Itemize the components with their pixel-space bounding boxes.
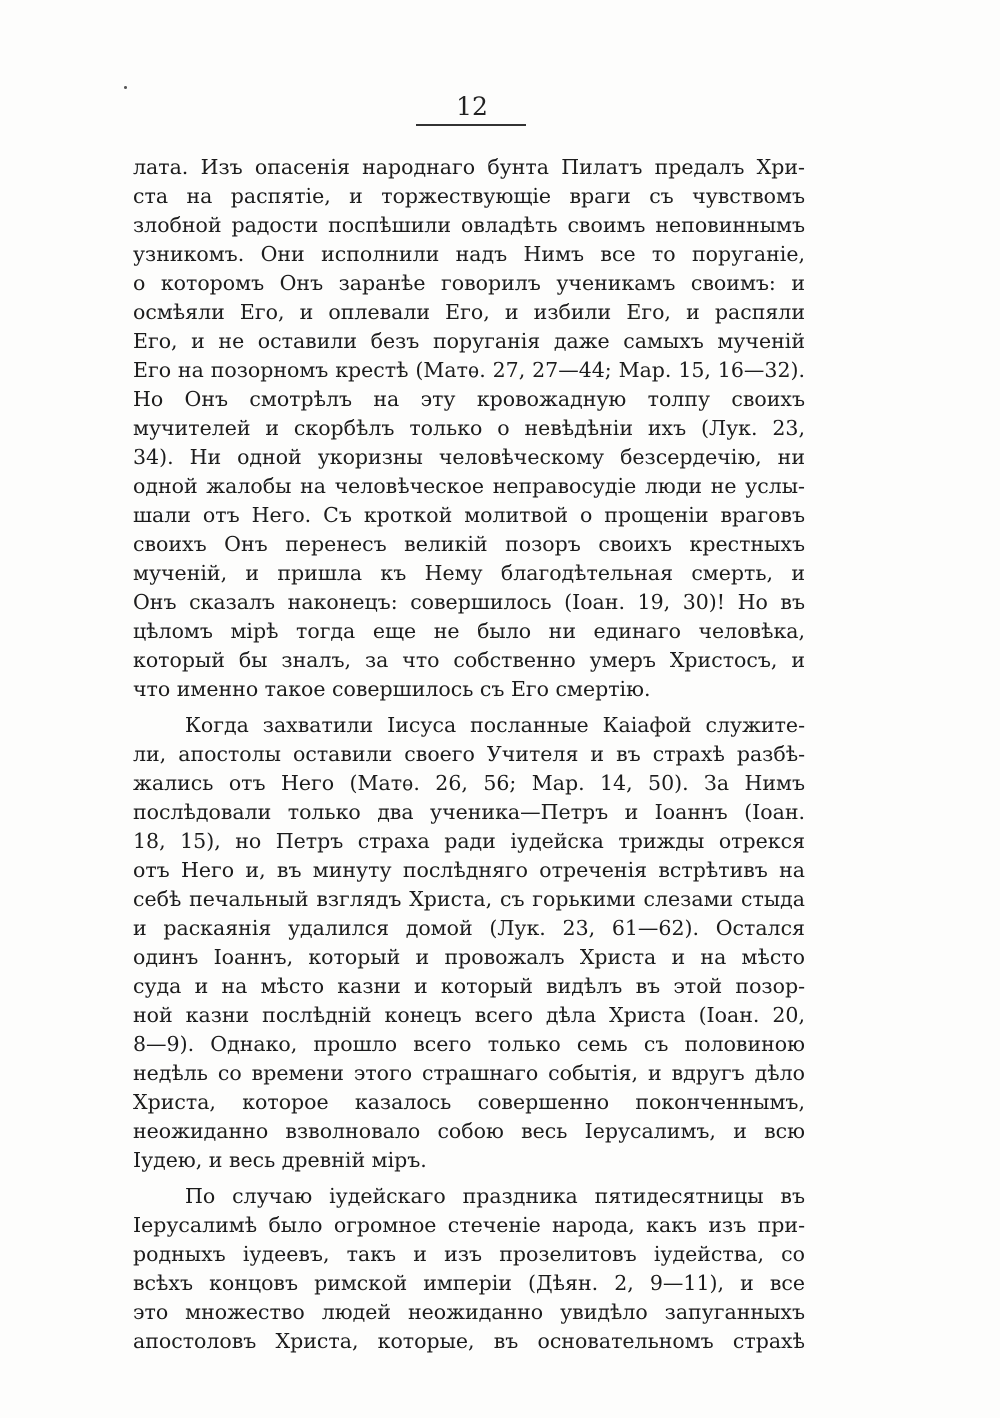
text-line: Когда захватили Іисуса посланные Каіафой служите- [185,713,805,737]
text-line: осмѣяли Его, и оплевали Его, и избили Его, и распяли [133,300,805,324]
text-line: одной жалобы на человѣческое неправосудіе люди не услы- [133,474,805,498]
text-line: ли, апостолы оставили своего Учителя и въ страхѣ разбѣ- [133,742,805,766]
text-line: узникомъ. Они исполнили надъ Нимъ все то поруганіе, [133,242,805,266]
paragraph [133,153,805,704]
text-line: недѣль со времени этого страшнаго событія, и вдругъ дѣло [133,1061,805,1085]
text-line: послѣдовали только два ученика—Петръ и Іоаннъ (Іоан. [133,800,805,824]
text-line: ной казни послѣдній конецъ всего дѣла Христа (Іоан. 20, [133,1003,805,1027]
text-line: мученій, и пришла къ Нему благодѣтельная смерть, и [133,561,805,585]
text-line: Его на позорномъ крестѣ (Матѳ. 27, 27—44; Мар. 15, 16—32). [133,358,805,382]
text-line: лата. Изъ опасенія народнаго бунта Пилатъ предалъ Хри- [133,155,805,179]
text-line: о которомъ Онъ заранѣе говорилъ ученикамъ своимъ: и [133,271,805,295]
text-line: отъ Него и, въ минуту послѣдняго отреченія встрѣтивъ на [133,858,805,882]
text-line: и раскаянія удалился домой (Лук. 23, 61—62). Остался [133,916,805,940]
paragraph-gap [133,1175,805,1182]
text-line: Онъ сказалъ наконецъ: совершилось (Іоан. 19, 30)! Но въ [133,590,805,614]
text-line: Іудею, и весь древній міръ. [133,1148,427,1172]
text-line: шали отъ Него. Съ кроткой молитвой о прощеніи враговъ [133,503,805,527]
text-line: мучителей и скорбѣлъ только о невѣдѣніи ихъ (Лук. 23, [133,416,805,440]
text-line: Христа, которое казалось совершенно поконченнымъ, [133,1090,805,1114]
text-line: одинъ Іоаннъ, который и провожалъ Христа и на мѣсто [133,945,805,969]
body-text [133,153,805,1356]
text-line: неожиданно взволновало собою весь Іерусалимъ, и всю [133,1119,805,1143]
paragraph [133,1182,805,1356]
text-line: злобной радости поспѣшили овладѣть своимъ неповиннымъ [133,213,805,237]
paragraph-gap [133,704,805,711]
text-line: суда и на мѣсто казни и который видѣлъ въ этой позор- [133,974,805,998]
text-line: По случаю іудейскаго праздника пятидесятницы въ [185,1184,805,1208]
text-line: родныхъ іудеевъ, такъ и изъ прозелитовъ іудейства, со [133,1242,805,1266]
text-line: который бы зналъ, за что собственно умеръ Христосъ, и [133,648,805,672]
text-line: это множество людей неожиданно увидѣло запуганныхъ [133,1300,805,1324]
page-number: 12 [456,92,488,121]
text-line: себѣ печальный взглядъ Христа, съ горькими слезами стыда [133,887,805,911]
text-line: Его, и не оставили безъ поруганія даже самыхъ мученій [133,329,805,353]
text-line: Іерусалимѣ было огромное стеченіе народа, какъ изъ при- [133,1213,805,1237]
text-line: жались отъ Него (Матѳ. 26, 56; Мар. 14, 50). За Нимъ [133,771,805,795]
text-line: апостоловъ Христа, которые, въ основательномъ страхѣ [133,1329,805,1353]
text-line: Но Онъ смотрѣлъ на эту кровожадную толпу своихъ [133,387,805,411]
text-line: своихъ Онъ перенесъ великій позоръ своихъ крестныхъ [133,532,805,556]
text-line: всѣхъ концовъ римской имперіи (Дѣян. 2, 9—11), и все [133,1271,805,1295]
page-speck [124,86,127,89]
paragraph [133,711,805,1175]
text-line: 34). Ни одной укоризны человѣческому безсердечію, ни [133,445,805,469]
text-line: ста на распятіе, и торжествующіе враги съ чувствомъ [133,184,805,208]
text-line: 8—9). Однако, прошло всего только семь съ половиною [133,1032,805,1056]
text-line: 18, 15), но Петръ страха ради іудейска трижды отрекся [133,829,805,853]
text-line: цѣломъ мірѣ тогда еще не было ни единаго человѣка, [133,619,805,643]
header-rule [416,124,526,126]
text-line: что именно такое совершилось съ Его смертію. [133,677,651,701]
